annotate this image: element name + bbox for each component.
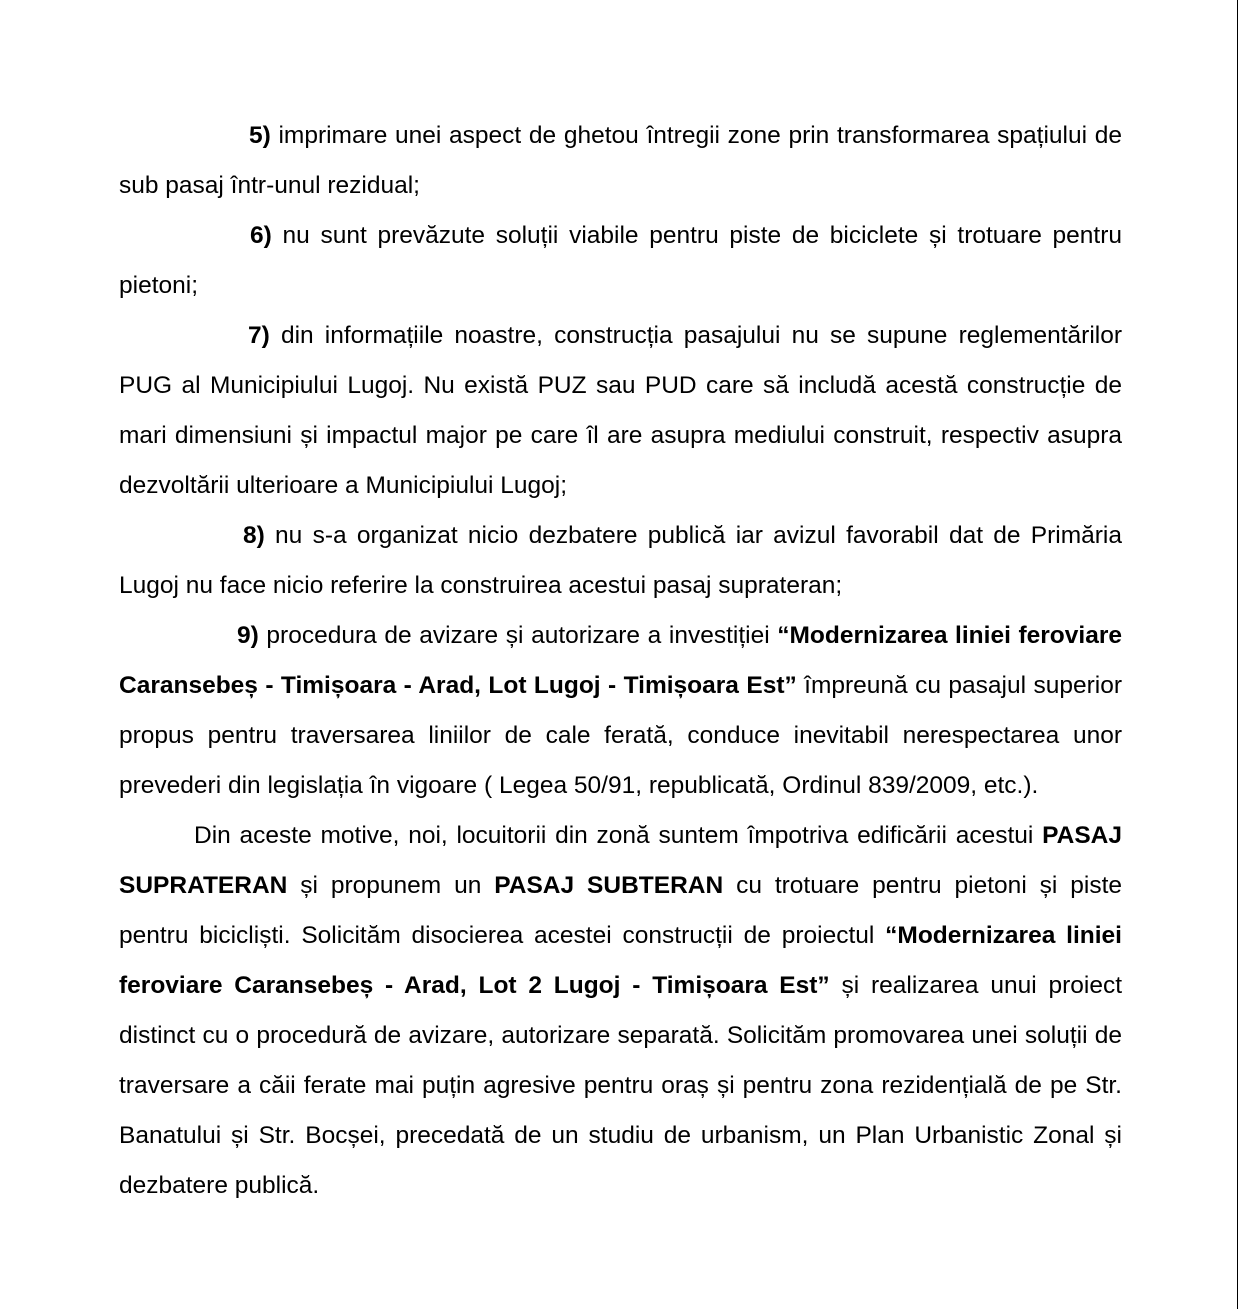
- conclusion-text: cu trotuare pentru pietoni și piste pentru bicicliști. Solicităm disocierea acestei construcții de proiectul: [119, 872, 1123, 949]
- item-number: 8): [243, 522, 265, 549]
- item-text: împreună cu pasajul superior propus pentru traversarea liniilor de cale ferată, conduce inevitabil nerespectarea unor prevederi din legislația în vigoare ( Legea 50/91, republicată, Ordinul 839/2009, etc.).: [119, 672, 1122, 799]
- page-edge-line: [1237, 0, 1238, 1309]
- conclusion-text: și propunem un: [287, 872, 495, 899]
- item-text: procedura de avizare și autorizare a investiției: [258, 622, 778, 649]
- item-text: imprimare unei aspect de ghetou întregii zone prin transformarea spațiului de sub pasaj într-unul rezidual;: [119, 122, 1122, 199]
- project-title: “Modernizarea liniei feroviare Caransebeș - Timișoara - Arad, Lot Lugoj - Timișoara Est”: [119, 622, 1122, 699]
- item-number: 5): [249, 122, 271, 149]
- item-text: nu sunt prevăzute soluții viabile pentru piste de biciclete și trotuare pentru pietoni;: [119, 222, 1122, 299]
- list-item-5: [119, 111, 1122, 211]
- item-number: 9): [237, 622, 259, 649]
- item-text: din informațiile noastre, construcția pasajului nu se supune reglementărilor PUG al Municipiului Lugoj. Nu există PUZ sau PUD care să includă acestă construcție de mari dimensiuni și impactul major pe care îl are asupra mediului construit, respectiv asupra dezvoltării ulterioare a Municipiului Lugoj;: [119, 322, 1122, 499]
- list-item-8: [119, 511, 1122, 611]
- item-text: nu s-a organizat nicio dezbatere publică iar avizul favorabil dat de Primăria Lugoj nu face nicio referire la construirea acestui pasaj suprateran;: [119, 522, 1122, 599]
- list-item-7: [119, 311, 1122, 511]
- list-item-6: [119, 211, 1122, 311]
- conclusion-paragraph: [119, 811, 1122, 1211]
- list-item-9: [119, 611, 1122, 811]
- overpass-term: PASAJ SUPRATERAN: [119, 822, 1122, 899]
- document-page: [119, 111, 1122, 1211]
- conclusion-text: și realizarea unui proiect distinct cu o procedură de avizare, autorizare separată. Solicităm promovarea unei soluții de traversare a căii ferate mai puțin agresive pentru oraș și pentru zona rezidențială de pe Str. Banatului și Str. Bocșei, precedată de un studiu de urbanism, un Plan Urbanistic Zonal și dezbatere publică.: [119, 972, 1123, 1199]
- conclusion-text: Din aceste motive, noi, locuitorii din zonă suntem împotriva edificării acestui: [194, 822, 1043, 849]
- underpass-term: PASAJ SUBTERAN: [494, 872, 724, 899]
- item-number: 7): [248, 322, 270, 349]
- item-number: 6): [250, 222, 272, 249]
- project-title: “Modernizarea liniei feroviare Caransebeș - Arad, Lot 2 Lugoj - Timișoara Est”: [119, 922, 1122, 999]
